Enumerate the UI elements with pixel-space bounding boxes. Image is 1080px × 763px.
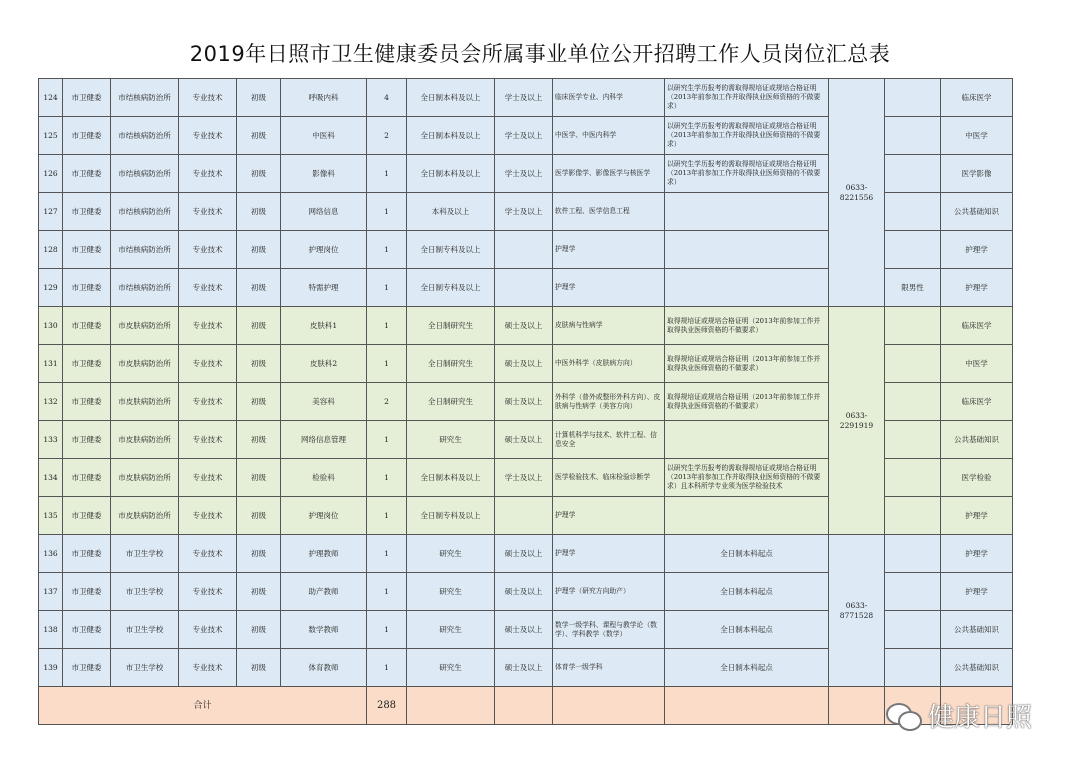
cell-dept: 市卫健委 [63,193,111,231]
cell-unit: 市卫生学校 [111,535,179,573]
cell-subject: 公共基础知识 [941,421,1013,459]
cell-degree: 硕士及以上 [495,345,553,383]
cell-num: 1 [367,573,407,611]
cell-other [885,421,941,459]
cell-dept: 市卫健委 [63,79,111,117]
cell-other [885,649,941,687]
cell-major: 护理学 [553,535,665,573]
cell-edu: 全日制专科及以上 [407,231,495,269]
total-empty-cell [407,687,495,725]
cell-unit: 市卫生学校 [111,649,179,687]
cell-post: 网络信息管理 [281,421,367,459]
cell-edu: 全日制研究生 [407,345,495,383]
cell-other [885,497,941,535]
cell-degree: 硕士及以上 [495,307,553,345]
cell-level: 初级 [237,383,281,421]
cell-requirement: 取得规培证或规培合格证明（2013年前参加工作并取得执业医师资格的不做要求） [665,345,829,383]
cell-no: 134 [39,459,63,497]
cell-num: 2 [367,117,407,155]
cell-type: 专业技术 [179,573,237,611]
cell-requirement: 全日制本科起点 [665,573,829,611]
cell-other [885,79,941,117]
cell-dept: 市卫健委 [63,155,111,193]
cell-major: 中医外科学（皮肤病方向） [553,345,665,383]
cell-no: 137 [39,573,63,611]
cell-subject: 公共基础知识 [941,611,1013,649]
cell-requirement [665,421,829,459]
cell-major: 体育学一级学科 [553,649,665,687]
total-empty-cell [665,687,829,725]
cell-unit: 市结核病防治所 [111,79,179,117]
cell-requirement: 以研究生学历报考的需取得规培证或规培合格证明（2013年前参加工作并取得执业医师资格的不做要求） [665,117,829,155]
cell-num: 1 [367,497,407,535]
cell-no: 133 [39,421,63,459]
cell-no: 127 [39,193,63,231]
cell-unit: 市卫生学校 [111,573,179,611]
cell-dept: 市卫健委 [63,611,111,649]
cell-requirement [665,231,829,269]
cell-type: 专业技术 [179,459,237,497]
cell-edu: 全日制研究生 [407,383,495,421]
cell-type: 专业技术 [179,231,237,269]
cell-major: 护理学 [553,231,665,269]
wechat-icon [886,701,920,729]
cell-subject: 公共基础知识 [941,649,1013,687]
cell-type: 专业技术 [179,117,237,155]
cell-major: 医学影像学、影像医学与核医学 [553,155,665,193]
cell-num: 1 [367,649,407,687]
cell-num: 1 [367,459,407,497]
cell-major: 中医学、中医内科学 [553,117,665,155]
cell-major: 护理学 [553,269,665,307]
cell-edu: 本科及以上 [407,193,495,231]
cell-requirement: 取得规培证或规培合格证明（2013年前参加工作并取得执业医师资格的不做要求） [665,383,829,421]
cell-post: 数学教师 [281,611,367,649]
cell-dept: 市卫健委 [63,117,111,155]
cell-major: 护理学 [553,497,665,535]
cell-no: 136 [39,535,63,573]
cell-degree: 学士及以上 [495,459,553,497]
cell-level: 初级 [237,649,281,687]
cell-phone: 0633-8221556 [829,79,885,307]
page-title: 2019年日照市卫生健康委员会所属事业单位公开招聘工作人员岗位汇总表 [189,42,891,66]
cell-degree: 硕士及以上 [495,383,553,421]
cell-other [885,345,941,383]
cell-type: 专业技术 [179,497,237,535]
cell-level: 初级 [237,611,281,649]
cell-other [885,155,941,193]
cell-unit: 市结核病防治所 [111,117,179,155]
cell-type: 专业技术 [179,421,237,459]
cell-dept: 市卫健委 [63,421,111,459]
cell-requirement [665,193,829,231]
cell-level: 初级 [237,117,281,155]
cell-unit: 市皮肤病防治所 [111,421,179,459]
cell-other [885,535,941,573]
cell-no: 129 [39,269,63,307]
cell-type: 专业技术 [179,611,237,649]
cell-unit: 市结核病防治所 [111,231,179,269]
cell-unit: 市卫生学校 [111,611,179,649]
cell-level: 初级 [237,269,281,307]
cell-unit: 市皮肤病防治所 [111,383,179,421]
cell-subject: 公共基础知识 [941,193,1013,231]
table-row [39,79,1013,117]
cell-type: 专业技术 [179,535,237,573]
cell-num: 1 [367,193,407,231]
cell-other [885,459,941,497]
cell-no: 131 [39,345,63,383]
cell-edu: 研究生 [407,535,495,573]
cell-level: 初级 [237,573,281,611]
cell-edu: 研究生 [407,611,495,649]
cell-type: 专业技术 [179,649,237,687]
cell-no: 132 [39,383,63,421]
cell-requirement: 全日制本科起点 [665,535,829,573]
cell-dept: 市卫健委 [63,535,111,573]
cell-subject: 中医学 [941,345,1013,383]
cell-level: 初级 [237,231,281,269]
cell-subject: 护理学 [941,573,1013,611]
cell-dept: 市卫健委 [63,383,111,421]
cell-type: 专业技术 [179,345,237,383]
cell-dept: 市卫健委 [63,269,111,307]
cell-level: 初级 [237,155,281,193]
table-row [39,535,1013,573]
cell-edu: 研究生 [407,421,495,459]
cell-post: 体育教师 [281,649,367,687]
cell-degree [495,497,553,535]
cell-post: 皮肤科1 [281,307,367,345]
cell-subject: 护理学 [941,497,1013,535]
cell-edu: 研究生 [407,649,495,687]
cell-major: 临床医学专业、内科学 [553,79,665,117]
cell-other [885,573,941,611]
total-empty-cell [553,687,665,725]
cell-other: 限男性 [885,269,941,307]
cell-type: 专业技术 [179,79,237,117]
cell-major: 外科学（普外或整形外科方向）、皮肤病与性病学（美容方向） [553,383,665,421]
cell-unit: 市结核病防治所 [111,155,179,193]
cell-type: 专业技术 [179,307,237,345]
cell-dept: 市卫健委 [63,497,111,535]
cell-degree: 硕士及以上 [495,611,553,649]
cell-edu: 全日制本科及以上 [407,117,495,155]
cell-edu: 全日制研究生 [407,307,495,345]
cell-subject: 护理学 [941,231,1013,269]
cell-num: 2 [367,383,407,421]
cell-degree [495,269,553,307]
cell-other [885,117,941,155]
cell-no: 139 [39,649,63,687]
cell-post: 呼吸内科 [281,79,367,117]
total-label: 合计 [39,687,367,725]
cell-requirement: 全日制本科起点 [665,649,829,687]
cell-unit: 市皮肤病防治所 [111,307,179,345]
cell-level: 初级 [237,79,281,117]
cell-unit: 市皮肤病防治所 [111,345,179,383]
cell-unit: 市结核病防治所 [111,269,179,307]
cell-level: 初级 [237,307,281,345]
cell-subject: 临床医学 [941,383,1013,421]
cell-edu: 全日制本科及以上 [407,459,495,497]
cell-dept: 市卫健委 [63,231,111,269]
cell-unit: 市结核病防治所 [111,193,179,231]
cell-edu: 全日制专科及以上 [407,269,495,307]
cell-phone: 0633-8771528 [829,535,885,687]
cell-level: 初级 [237,535,281,573]
total-row [39,687,1013,725]
cell-post: 护理岗位 [281,497,367,535]
cell-post: 护理岗位 [281,231,367,269]
cell-num: 1 [367,155,407,193]
watermark [886,697,1032,733]
cell-post: 影像科 [281,155,367,193]
cell-other [885,231,941,269]
cell-dept: 市卫健委 [63,649,111,687]
cell-post: 网络信息 [281,193,367,231]
cell-no: 135 [39,497,63,535]
cell-num: 1 [367,307,407,345]
cell-type: 专业技术 [179,193,237,231]
cell-num: 4 [367,79,407,117]
cell-other [885,307,941,345]
cell-level: 初级 [237,497,281,535]
cell-num: 1 [367,535,407,573]
cell-num: 1 [367,611,407,649]
cell-subject: 护理学 [941,269,1013,307]
cell-num: 1 [367,421,407,459]
cell-level: 初级 [237,193,281,231]
total-empty-cell [495,687,553,725]
cell-no: 130 [39,307,63,345]
cell-subject: 医学检验 [941,459,1013,497]
cell-num: 1 [367,345,407,383]
cell-other [885,611,941,649]
cell-major: 软件工程、医学信息工程 [553,193,665,231]
cell-subject: 医学影像 [941,155,1013,193]
cell-post: 特需护理 [281,269,367,307]
cell-degree [495,231,553,269]
cell-no: 126 [39,155,63,193]
cell-edu: 全日制本科及以上 [407,79,495,117]
cell-requirement: 取得规培证或规培合格证明（2013年前参加工作并取得执业医师资格的不做要求） [665,307,829,345]
cell-level: 初级 [237,459,281,497]
cell-major: 医学检验技术、临床检验诊断学 [553,459,665,497]
cell-type: 专业技术 [179,269,237,307]
cell-post: 美容科 [281,383,367,421]
cell-major: 数学一级学科、课程与教学论（数学）、学科教学（数学） [553,611,665,649]
cell-edu: 全日制本科及以上 [407,155,495,193]
cell-subject: 中医学 [941,117,1013,155]
cell-subject: 临床医学 [941,307,1013,345]
cell-post: 中医科 [281,117,367,155]
positions-table [38,78,1013,725]
cell-no: 125 [39,117,63,155]
cell-level: 初级 [237,421,281,459]
cell-dept: 市卫健委 [63,573,111,611]
cell-post: 皮肤科2 [281,345,367,383]
cell-post: 助产教师 [281,573,367,611]
cell-requirement [665,497,829,535]
cell-major: 计算机科学与技术、软件工程、信息安全 [553,421,665,459]
cell-degree: 学士及以上 [495,155,553,193]
cell-post: 护理教师 [281,535,367,573]
cell-no: 138 [39,611,63,649]
total-empty-cell [829,687,885,725]
cell-requirement: 以研究生学历报考的需取得规培证或规培合格证明（2013年前参加工作并取得执业医师资格的不做要求） [665,155,829,193]
cell-degree: 硕士及以上 [495,421,553,459]
cell-degree: 学士及以上 [495,193,553,231]
cell-unit: 市皮肤病防治所 [111,459,179,497]
cell-type: 专业技术 [179,383,237,421]
cell-dept: 市卫健委 [63,459,111,497]
cell-degree: 硕士及以上 [495,573,553,611]
cell-num: 1 [367,269,407,307]
cell-dept: 市卫健委 [63,307,111,345]
cell-requirement: 以研究生学历报考的需取得规培证或规培合格证明（2013年前参加工作并取得执业医师资格的不做要求）且本科所学专业须为医学检验技术 [665,459,829,497]
cell-num: 1 [367,231,407,269]
total-value: 288 [367,687,407,725]
cell-edu: 研究生 [407,573,495,611]
cell-phone: 0633-2291919 [829,307,885,535]
cell-no: 128 [39,231,63,269]
cell-major: 皮肤病与性病学 [553,307,665,345]
cell-type: 专业技术 [179,155,237,193]
cell-no: 124 [39,79,63,117]
cell-degree: 学士及以上 [495,117,553,155]
cell-major: 护理学（研究方向助产） [553,573,665,611]
table-row [39,307,1013,345]
cell-unit: 市皮肤病防治所 [111,497,179,535]
cell-subject: 护理学 [941,535,1013,573]
cell-degree: 硕士及以上 [495,649,553,687]
cell-other [885,193,941,231]
cell-dept: 市卫健委 [63,345,111,383]
cell-degree: 硕士及以上 [495,535,553,573]
cell-requirement [665,269,829,307]
cell-requirement: 全日制本科起点 [665,611,829,649]
cell-level: 初级 [237,345,281,383]
cell-degree: 学士及以上 [495,79,553,117]
cell-edu: 全日制专科及以上 [407,497,495,535]
cell-subject: 临床医学 [941,79,1013,117]
watermark-text: 健康日照 [928,702,1033,733]
cell-post: 检验科 [281,459,367,497]
cell-other [885,383,941,421]
cell-requirement: 以研究生学历报考的需取得规培证或规培合格证明（2013年前参加工作并取得执业医师资格的不做要求） [665,79,829,117]
